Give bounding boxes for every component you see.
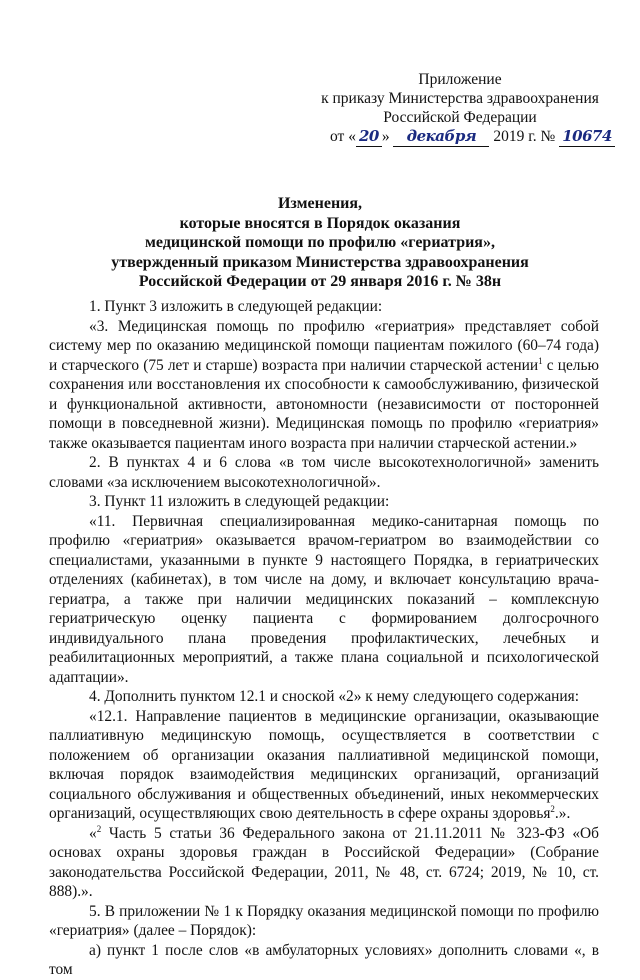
- appendix-label: Приложение: [418, 71, 502, 88]
- footnote-ref: 1: [538, 355, 543, 366]
- paragraph-text: «12.1. Направление пациентов в медицинские организации, оказывающие паллиативную медицинскую помощь, осуществляется в соответствии с положением об организации оказания паллиативной медицинской помощи, включая порядок взаимодействия медицинских организаций, организаций социального обслуживания и общественных объединений, иных некоммерческих организаций, осуществляющих свою деятельность в сфере охраны здоровья: [49, 707, 599, 822]
- title-line: медицинской помощи по профилю «гериатрия»,: [145, 234, 495, 251]
- footnote-text: Часть 5 статьи 36 Федерального закона от 21.11.2011 № 323-ФЗ «Об основах охраны здоровья граждан в Российской Федерации» (Собрание законодательства Российской Федерации, 2011, № 48, ст. 6724; 2019, № 10, ст. 888).».: [49, 824, 599, 900]
- paragraph: [49, 707, 599, 824]
- paragraph: «11. Первичная специализированная медико-санитарная помощь по профилю «гериатрия» оказывается врачом-гериатром во взаимодействии со специалистами, указанными в пункте 9 настоящего Порядка, в гериатрических отделениях (кабинетах), в том числе на дому, и включает консультацию врача-гериатра, а также при наличии медицинских показаний – комплексную гериатрическую оценку пациента с формированием долгосрочного индивидуального плана проведения профилактических, лечебных и реабилитационных мероприятий, а также плана социальной и психологической адаптации».: [49, 512, 599, 686]
- paragraph: 3. Пункт 11 изложить в следующей редакции:: [89, 493, 390, 510]
- date-close: »: [381, 128, 390, 145]
- appendix-header: [300, 70, 620, 147]
- title-line: утвержденный приказом Министерства здравоохранения: [111, 253, 529, 271]
- footnote-ref: 2: [550, 803, 555, 814]
- order-reference: к приказу Министерства здравоохранения: [321, 90, 599, 107]
- ministry-name: Российской Федерации: [383, 109, 537, 126]
- document-body: [49, 297, 599, 980]
- paragraph: а) пункт 1 после слов «в амбулаторных условиях» дополнить словами «, в том: [49, 941, 599, 978]
- paragraph-text: .».: [554, 805, 571, 822]
- paragraph-text: с целью сохранения или восстановления их способности к самообслуживанию, физической и функциональной активности, автономности (независимости от посторонней помощи в повседневной жизни). Медицинская помощь по профилю «гериатрия» также оказывается пациентам иного возраста при наличии старческой астении.»: [49, 356, 599, 452]
- paragraph-text: «3. Медицинская помощь по профилю «гериатрия» представляет собой систему мер по оказанию медицинской помощи пациентам пожилого (60–74 года) и старческого (75 лет и старше) возраста при наличии старческой астении: [49, 317, 599, 374]
- footnote-open: «: [89, 824, 97, 842]
- footnote-paragraph: [49, 824, 599, 902]
- paragraph: [49, 317, 599, 454]
- paragraph: 2. В пунктах 4 и 6 слова «в том числе высокотехнологичной» заменить словами «за исключением высокотехнологичной».: [49, 454, 599, 491]
- paragraph: 5. В приложении № 1 к Порядку оказания медицинской помощи по профилю «гериатрия» (далее – Порядок):: [49, 902, 599, 939]
- date-day: 20: [356, 127, 382, 147]
- date-prefix: от «: [330, 128, 356, 145]
- date-month: декабря: [393, 127, 489, 147]
- document-title: [60, 194, 580, 292]
- title-line: которые вносятся в Порядок оказания: [179, 214, 461, 232]
- paragraph: 4. Дополнить пунктом 12.1 и сноской «2» к нему следующего содержания:: [89, 688, 579, 705]
- footnote-mark: 2: [96, 823, 102, 834]
- title-line: Российской Федерации от 29 января 2016 г. № 38н: [138, 273, 502, 290]
- order-number: 10674: [559, 127, 615, 147]
- paragraph: 1. Пункт 3 изложить в следующей редакции:: [89, 298, 383, 315]
- order-date-number: [300, 127, 620, 147]
- date-year: 2019 г. №: [493, 128, 556, 145]
- title-line: Изменения,: [277, 195, 363, 212]
